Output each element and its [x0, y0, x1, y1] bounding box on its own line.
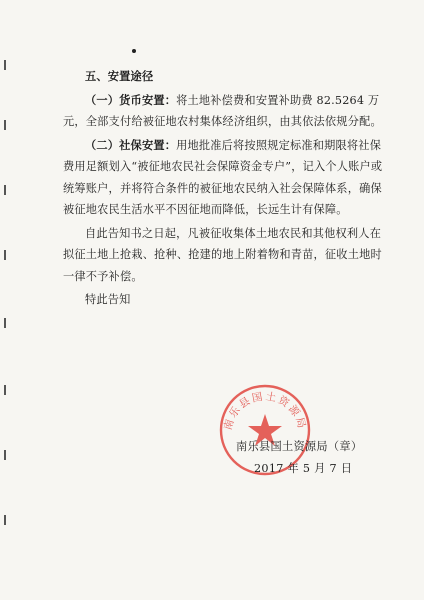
binding-mark: [4, 120, 6, 130]
closing-text: 特此告知: [85, 293, 131, 306]
paragraph-label: （一）货币安置：: [85, 92, 177, 107]
binding-mark: [4, 450, 6, 460]
binding-mark: [4, 250, 6, 260]
paragraph-social-security: [63, 135, 383, 221]
binding-mark: [4, 318, 6, 328]
body-text: [63, 66, 383, 311]
binding-mark: [4, 385, 6, 395]
issuer-signature: 南乐县国土资源局（章）: [236, 440, 363, 453]
paragraph-text: 将土地补偿费和安置补助费 82.5264 万元，全部支付给被征地农村集体经济组织，由其依法依规分配。: [63, 93, 382, 128]
binding-mark: [4, 60, 6, 70]
svg-text:南乐县国土资源局: 南乐县国土资源局: [221, 390, 309, 432]
page-dot: [132, 49, 136, 53]
binding-mark: [4, 185, 6, 195]
section-title: 五、安置途径: [85, 69, 154, 83]
binding-mark: [4, 515, 6, 525]
paragraph-text: 用地批准后将按照规定标准和期限将社保费用足额划入“被征地农民社会保障资金专户”，记入个人账户或统筹账户，并将符合条件的被征地农民纳入社会保障体系，确保被征地农民生活水平不因征地而降低，长远生计有保障。: [63, 138, 383, 216]
paragraph-currency: [63, 90, 383, 133]
issue-date: 2017 年 5 月 7 日: [254, 462, 353, 475]
paragraph-notice: 自此告知书之日起，凡被征收集体土地农民和其他权利人在拟征土地上抢栽、抢种、抢建的地上附着物和青苗，征收土地时一律不予补偿。: [63, 226, 382, 283]
paragraph-label: （二）社保安置：: [85, 137, 177, 152]
